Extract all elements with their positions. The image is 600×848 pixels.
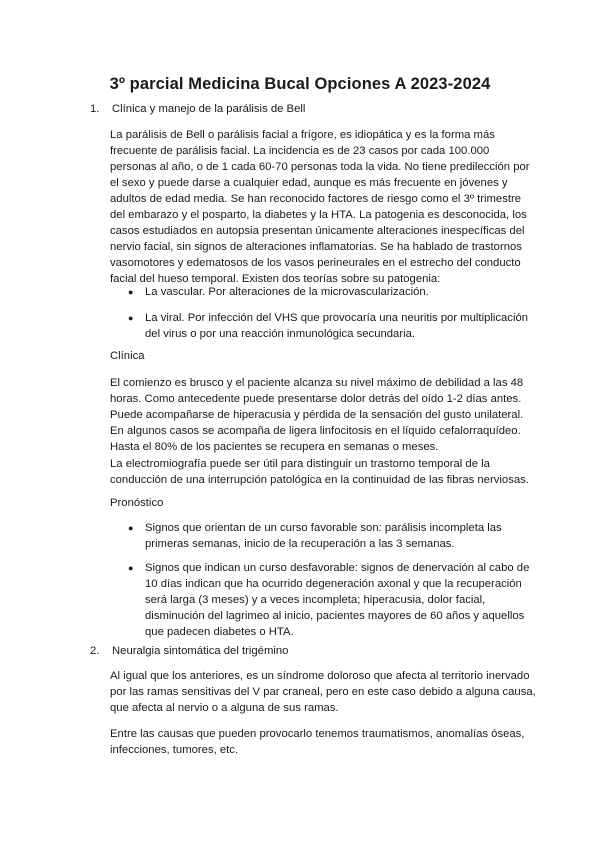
paragraph-line: infecciones, tumores, etc.	[110, 744, 239, 756]
paragraph-line: frecuente de parálisis facial. La incidencia es de 23 casos por cada 100.000	[110, 145, 490, 157]
bullet-line: Signos que orientan de un curso favorable son: parálisis incompleta las	[145, 522, 502, 534]
paragraph-line: el sexo y puede darse a cualquier edad, aunque es más frecuente en jóvenes y	[110, 177, 508, 189]
paragraph-line: Al igual que los anteriores, es un síndrome doloroso que afecta al territorio inervado	[110, 670, 530, 682]
paragraph-line: Puede acompañarse de hiperacusia y pérdida de la sensación del gusto unilateral.	[110, 409, 524, 421]
bullet-line: primeras semanas, inicio de la recuperación a las 3 semanas.	[145, 538, 455, 550]
section-2-causes-paragraph	[110, 726, 530, 758]
paragraph-line: conducción de una interrupción patológica en la continuidad de las fibras nerviosas.	[110, 474, 529, 486]
paragraph-line: El comienzo es brusco y el paciente alcanza su nivel máximo de debilidad a las 48	[110, 377, 524, 389]
section-1-intro-paragraph	[110, 127, 530, 287]
bullet-line: La vascular. Por alteraciones de la microvascularización.	[145, 286, 429, 298]
paragraph-line: Hasta el 80% de los pacientes se recupera en semanas o meses.	[110, 441, 439, 453]
bullet-icon: ●	[128, 523, 134, 533]
bullet-line: 10 días indican que ha ocurrido degeneración axonal y que la recuperación	[145, 578, 522, 590]
paragraph-line: por las ramas sensitivas del V par craneal, pero en este caso debido a alguna causa,	[110, 686, 536, 698]
bullet-line: La viral. Por infección del VHS que provocaría una neuritis por multiplicación	[145, 312, 529, 324]
paragraph-line: En algunos casos se acompaña de ligera linfocitosis en el líquido cefalorraquídeo.	[110, 425, 521, 437]
paragraph-line: nervio facial, sin signos de alteraciones inflamatorias. Se ha hablado de trastornos	[110, 241, 522, 253]
bullet-line: del virus o por una reacción inmunológica secundaria.	[145, 328, 416, 340]
clinica-paragraph	[110, 375, 530, 455]
section-1-title: Clínica y manejo de la parálisis de Bell	[112, 103, 306, 115]
paragraph-line: del embarazo y el posparto, la diabetes y la HTA. La patogenia es desconocida, los	[110, 209, 527, 221]
electromyography-paragraph	[110, 456, 530, 488]
paragraph-line: La parálisis de Bell o parálisis facial a frígore, es idiopática y es la forma más	[110, 129, 495, 141]
paragraph-line: personas al año, o de 1 cada 60-70 personas toda la vida. No tiene predilección por	[110, 161, 530, 173]
paragraph-line: La electromiografía puede ser útil para distinguir un trastorno temporal de la	[110, 458, 490, 470]
subheading-clinica: Clínica	[110, 350, 145, 362]
paragraph-line: adultos de edad media. Se han reconocido factores de riesgo como el 3º trimestre	[110, 193, 522, 205]
paragraph-line: facial del hueso temporal. Existen dos teorías sobre su patogenia:	[110, 273, 441, 285]
bullet-line: será larga (3 meses) y a veces incompleta; hiperacusia, dolor facial,	[145, 594, 486, 606]
paragraph-line: vasomotores y edematosos de los vasos perineurales en el estrecho del conducto	[110, 257, 521, 269]
section-1-number: 1.	[90, 103, 100, 115]
paragraph-line: casos estudiados en autopsia presentan únicamente alteraciones inespecíficas del	[110, 225, 525, 237]
document-title: 3º parcial Medicina Bucal Opciones A 2023-2024	[109, 75, 491, 93]
bullet-line: que padecen diabetes o HTA.	[145, 626, 294, 638]
subheading-pronostico: Pronóstico	[110, 497, 164, 509]
section-2-intro-paragraph	[110, 668, 536, 716]
section-2-title: Neuralgia sintomática del trigémino	[112, 645, 289, 657]
paragraph-line: horas. Como antecedente puede presentarse dolor detrás del oído 1-2 días antes.	[110, 393, 522, 405]
paragraph-line: que afecta al nervio o a alguna de sus ramas.	[110, 702, 339, 714]
section-2-number: 2.	[90, 645, 100, 657]
paragraph-line: Entre las causas que pueden provocarlo tenemos traumatismos, anomalías óseas,	[110, 728, 525, 740]
bullet-line: Signos que indican un curso desfavorable: signos de denervación al cabo de	[145, 562, 530, 574]
bullet-icon: ●	[128, 287, 134, 297]
bullet-icon: ●	[128, 563, 134, 573]
bullet-line: disminución del lagrimeo al inicio, pacientes mayores de 60 años y aquellos	[145, 610, 525, 622]
bullet-icon: ●	[128, 313, 134, 323]
